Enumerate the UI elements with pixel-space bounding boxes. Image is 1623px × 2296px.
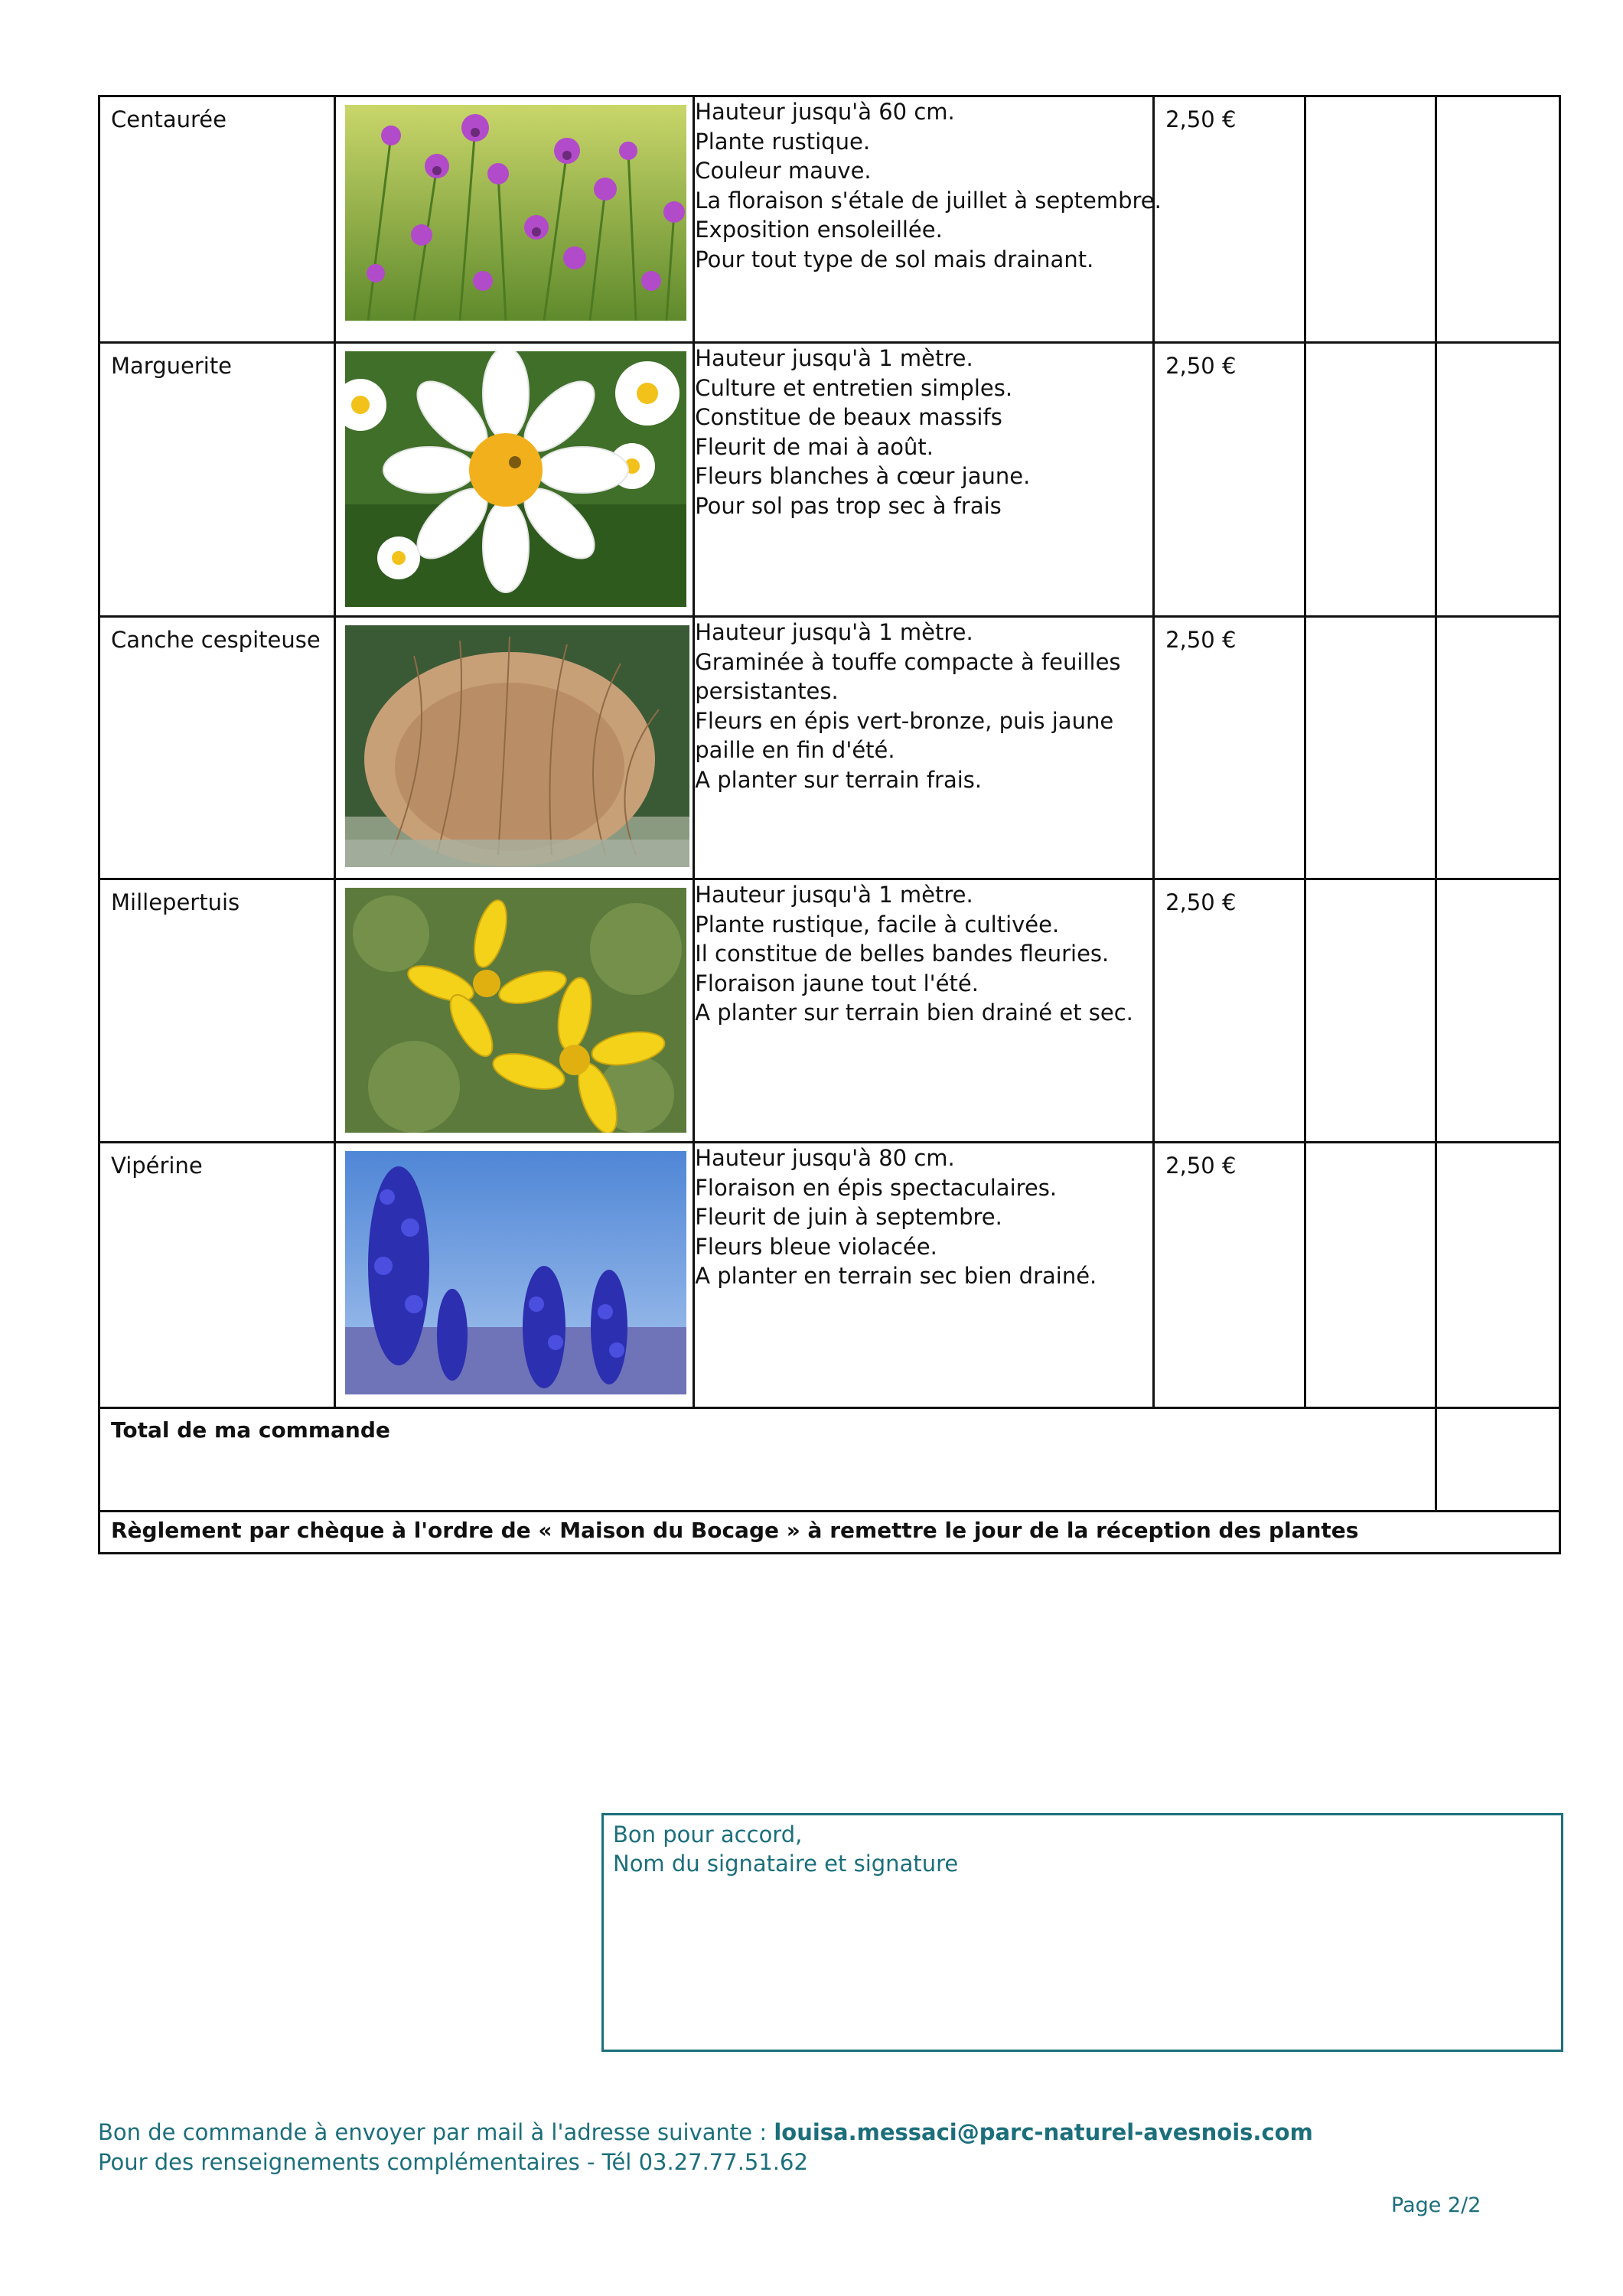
footer-prefix: Bon de commande à envoyer par mail à l'adresse suivante :: [98, 2119, 774, 2145]
plant-description: Hauteur jusqu'à 1 mètre. Graminée à touffe compacte à feuilles persistantes. Fleurs en épis vert-bronze, puis jaune paille en fin d'été. A planter sur terrain frais.: [694, 617, 1154, 879]
plant-name: Centaurée: [111, 106, 227, 132]
table-row: [99, 96, 1560, 343]
line-total-cell[interactable]: [1436, 617, 1559, 879]
quantity-cell[interactable]: [1305, 879, 1436, 1143]
footer: [98, 2118, 1313, 2177]
total-row: [99, 1408, 1560, 1512]
signature-line-1: Bon pour accord,: [613, 1821, 803, 1848]
plant-description: Hauteur jusqu'à 80 cm. Floraison en épis spectaculaires. Fleurit de juin à septembre. Fleurs bleue violacée. A planter en terrain sec bien drainé.: [694, 1143, 1154, 1408]
quantity-cell[interactable]: [1305, 96, 1436, 343]
line-total-cell[interactable]: [1436, 96, 1559, 343]
signature-box[interactable]: [601, 1813, 1563, 2052]
tufted-hairgrass-photo: [336, 618, 693, 873]
line-total-cell[interactable]: [1436, 879, 1559, 1143]
contact-email[interactable]: louisa.messaci@parc-naturel-avesnois.com: [774, 2119, 1313, 2145]
footer-line-2: Pour des renseignements complémentaires - Tél 03.27.77.51.62: [98, 2149, 808, 2175]
plant-description: Hauteur jusqu'à 60 cm. Plante rustique. Couleur mauve. La floraison s'étale de juillet à septembre. Exposition ensoleillée. Pour tout type de sol mais drainant.: [694, 96, 1154, 343]
unit-price: 2,50 €: [1165, 353, 1237, 379]
table-row: [99, 617, 1560, 879]
unit-price: 2,50 €: [1165, 106, 1237, 132]
plant-description: Hauteur jusqu'à 1 mètre. Plante rustique, facile à cultivée. Il constitue de belles bandes fleuries. Floraison jaune tout l'été. A planter sur terrain bien drainé et sec.: [694, 879, 1154, 1143]
table-row: [99, 1143, 1560, 1408]
plant-name: Millepertuis: [111, 889, 240, 915]
payment-note: Règlement par chèque à l'ordre de « Maison du Bocage » à remettre le jour de la réception des plantes: [111, 1518, 1359, 1543]
centaurea-photo: [336, 97, 693, 327]
st-johns-wort-photo: [336, 880, 693, 1139]
order-table: [98, 95, 1561, 1554]
total-label: Total de ma commande: [111, 1417, 390, 1443]
table-row: [99, 343, 1560, 617]
quantity-cell[interactable]: [1305, 1143, 1436, 1408]
plant-name: Vipérine: [111, 1153, 203, 1179]
vipers-bugloss-photo: [336, 1143, 693, 1401]
page-number: Page 2/2: [1391, 2193, 1481, 2217]
unit-price: 2,50 €: [1165, 1153, 1237, 1179]
payment-row: [99, 1512, 1560, 1554]
plant-name: Canche cespiteuse: [111, 627, 321, 653]
quantity-cell[interactable]: [1305, 617, 1436, 879]
daisy-photo: [336, 344, 693, 613]
signature-line-2: Nom du signataire et signature: [613, 1851, 959, 1877]
line-total-cell[interactable]: [1436, 1143, 1559, 1408]
unit-price: 2,50 €: [1165, 889, 1237, 915]
unit-price: 2,50 €: [1165, 627, 1237, 653]
line-total-cell[interactable]: [1436, 343, 1559, 617]
order-total-cell[interactable]: [1436, 1408, 1559, 1512]
plant-description: Hauteur jusqu'à 1 mètre. Culture et entretien simples. Constitue de beaux massifs Fleurit de mai à août. Fleurs blanches à cœur jaune. Pour sol pas trop sec à frais: [694, 343, 1154, 617]
plant-name: Marguerite: [111, 353, 233, 379]
quantity-cell[interactable]: [1305, 343, 1436, 617]
table-row: [99, 879, 1560, 1143]
footer-line-1: [98, 2118, 1313, 2148]
